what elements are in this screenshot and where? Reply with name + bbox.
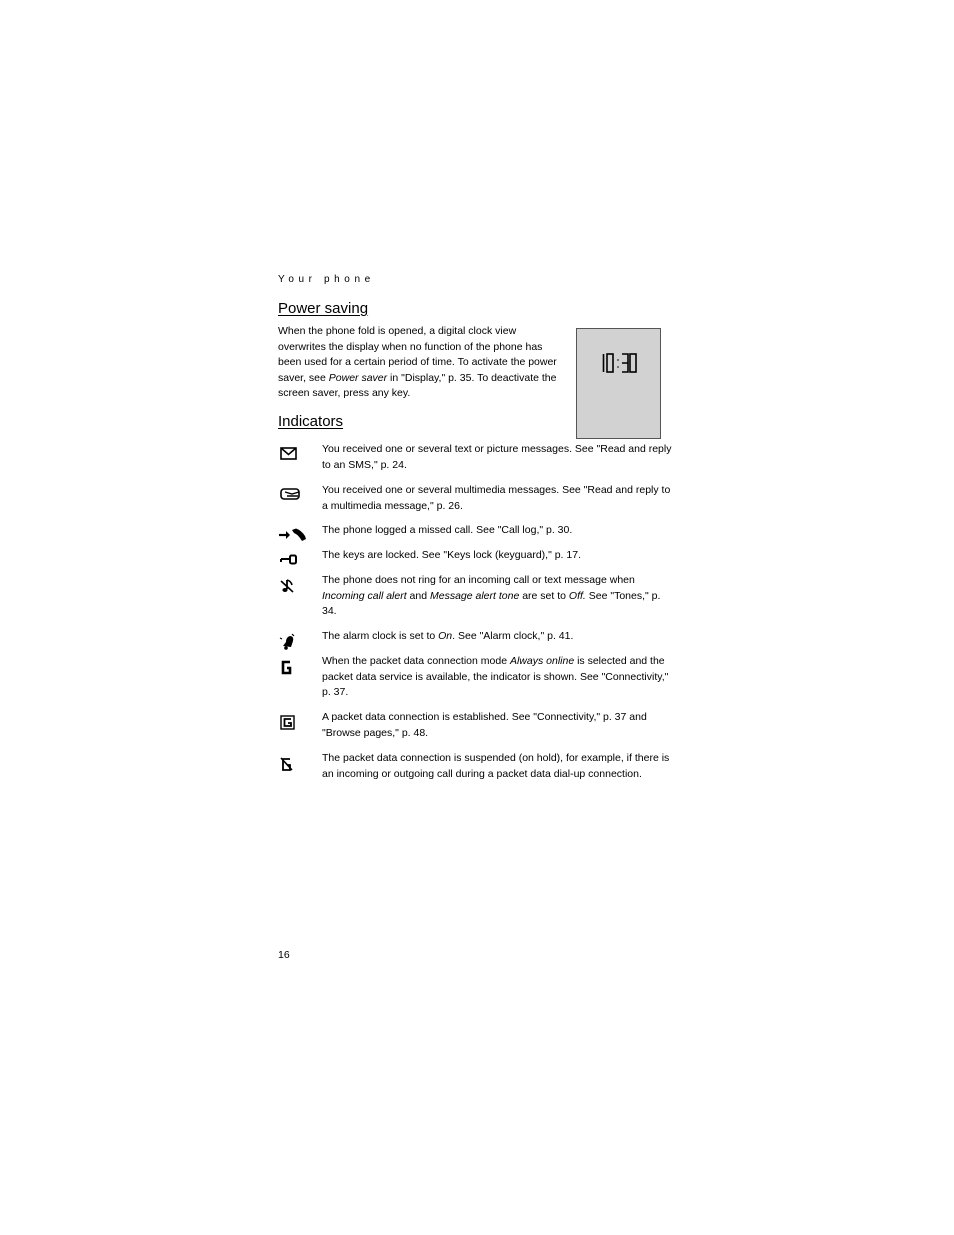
- indicator-description: A packet data connection is established. See "Connectivity," p. 37 and "Browse pages," p. 48.: [322, 711, 647, 739]
- gprs-suspended-icon: [278, 756, 308, 776]
- indicator-description: When the packet data connection mode Always online is selected and the packet data service is available, the indicator is shown. See "Connectivity," p. 37.: [322, 655, 669, 699]
- gprs-g-icon: [278, 659, 308, 679]
- digital-clock-digits: [601, 352, 637, 376]
- key-icon: [278, 553, 308, 573]
- missed-call-icon: [278, 527, 308, 547]
- page-number: 16: [278, 949, 290, 961]
- running-header: Your phone: [278, 274, 375, 285]
- power-saver-term: Power saver: [328, 371, 388, 384]
- indicator-description: The keys are locked. See "Keys lock (keyguard)," p. 17.: [322, 549, 581, 561]
- envelope-icon: [278, 447, 308, 467]
- indicator-description: The packet data connection is suspended (on hold), for example, if there is an incoming or outgoing call during a packet data dial-up connection.: [322, 752, 670, 780]
- power-saving-paragraph: [278, 324, 566, 402]
- indicator-description: You received one or several text or picture messages. See "Read and reply to an SMS," p. 24.: [322, 443, 672, 471]
- power-saving-text-b: in "Display," p. 35. To deactivate the screen saver, press any key.: [278, 371, 557, 400]
- power-saving-text-a: When the phone fold is opened, a digital clock view overwrites the display when no function of the phone has been used for a certain period of time. To activate the power saver, see: [278, 325, 557, 384]
- alarm-bell-icon: [278, 633, 308, 653]
- silent-note-icon: [278, 578, 308, 598]
- indicator-description: The alarm clock is set to On. See "Alarm clock," p. 41.: [322, 630, 574, 642]
- power-saving-heading: Power saving: [278, 300, 369, 317]
- indicator-description: The phone logged a missed call. See "Call log," p. 30.: [322, 524, 573, 536]
- indicator-description: You received one or several multimedia messages. See "Read and reply to a multimedia message," p. 26.: [322, 484, 671, 512]
- multimedia-message-icon: [278, 488, 308, 508]
- indicator-description: The phone does not ring for an incoming call or text message when Incoming call alert and Message alert tone are set to Off. See "Tones," p. 34.: [322, 574, 661, 618]
- indicators-heading: Indicators: [278, 413, 344, 430]
- gprs-connected-icon: [278, 715, 308, 735]
- screen-saver-clock-display: [576, 328, 661, 439]
